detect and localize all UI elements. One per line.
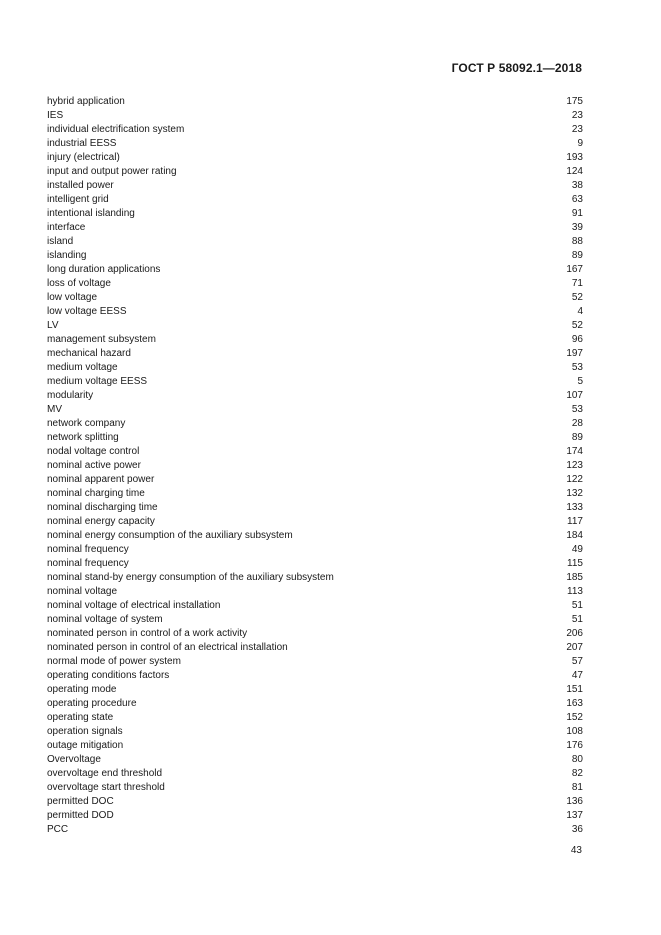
index-entry [47,123,583,137]
index-page-ref: 193 [566,152,583,163]
standard-designation: ГОСТ Р 58092.1—2018 [451,61,582,75]
index-term: intentional islanding [47,208,135,219]
index-entry [47,529,583,543]
index-term: operating mode [47,684,117,695]
index-entry [47,333,583,347]
index-page-ref: 185 [566,572,583,583]
index-term: interface [47,222,86,233]
index-term: medium voltage [47,362,118,373]
index-term: hybrid application [47,96,125,107]
index-entry [47,375,583,389]
index-entry [47,249,583,263]
index-entry [47,95,583,109]
index-page-ref: 81 [571,782,583,793]
index-term: low voltage [47,292,98,303]
index-entry [47,711,583,725]
index-entry [47,263,583,277]
index-page-ref: 53 [571,362,583,373]
index-page-ref: 23 [571,124,583,135]
index-term: outage mitigation [47,740,124,751]
index-entry [47,417,583,431]
index-term: nominal frequency [47,558,129,569]
index-page-ref: 122 [566,474,583,485]
index-entry [47,795,583,809]
index-term: island [47,236,74,247]
index-term: medium voltage EESS [47,376,148,387]
index-page-ref: 57 [571,656,583,667]
index-page-ref: 163 [566,698,583,709]
index-term: network company [47,418,126,429]
index-page-ref: 88 [571,236,583,247]
index-term: long duration applications [47,264,161,275]
index-page-ref: 91 [571,208,583,219]
index-term: industrial EESS [47,138,117,149]
index-page-ref: 206 [566,628,583,639]
index-page-ref: 63 [571,194,583,205]
index-term: permitted DOD [47,810,114,821]
index-term: loss of voltage [47,278,111,289]
index-entry [47,151,583,165]
index-page-ref: 174 [566,446,583,457]
index-entry [47,585,583,599]
index-term: nominated person in control of an electrical installation [47,642,288,653]
index-entry [47,487,583,501]
index-page-ref: 51 [571,600,583,611]
index-entry [47,193,583,207]
index-term: nominal stand-by energy consumption of the auxiliary subsystem [47,572,334,583]
index-page-ref: 53 [571,404,583,415]
index-page-ref: 124 [566,166,583,177]
index-entry [47,613,583,627]
index-term: nominal discharging time [47,502,158,513]
index-page-ref: 36 [571,824,583,835]
index-entry [47,767,583,781]
index-entry [47,221,583,235]
index-entry [47,431,583,445]
index-page-ref: 80 [571,754,583,765]
index-entry [47,557,583,571]
index-term: LV [47,320,59,331]
index-entry [47,445,583,459]
index-entry [47,305,583,319]
index-entry [47,389,583,403]
index-term: nominal apparent power [47,474,155,485]
index-entry [47,319,583,333]
index-term: MV [47,404,62,415]
index-page-ref: 152 [566,712,583,723]
index-entry [47,725,583,739]
index-term: nominal energy consumption of the auxiliary subsystem [47,530,293,541]
index-page-ref: 184 [566,530,583,541]
index-term: individual electrification system [47,124,185,135]
index-page-ref: 176 [566,740,583,751]
index-page-ref: 9 [577,138,583,149]
index-entry [47,781,583,795]
index-page-ref: 117 [567,516,583,527]
index-page-ref: 151 [566,684,583,695]
index-entry [47,655,583,669]
index-entry [47,403,583,417]
index-term: nominal charging time [47,488,145,499]
index-page-ref: 123 [566,460,583,471]
index-entry [47,599,583,613]
index-term: islanding [47,250,87,261]
index-page-ref: 136 [566,796,583,807]
index-term: low voltage EESS [47,306,127,317]
index-term: management subsystem [47,334,156,345]
index-page-ref: 47 [571,670,583,681]
index-page-ref: 132 [566,488,583,499]
index-page-ref: 38 [571,180,583,191]
alphabetical-index [47,95,583,837]
index-entry [47,641,583,655]
index-entry [47,515,583,529]
index-term: modularity [47,390,94,401]
index-entry [47,571,583,585]
index-page-ref: 113 [567,586,583,597]
index-entry [47,361,583,375]
index-page-ref: 4 [577,306,583,317]
index-term: nominal energy capacity [47,516,155,527]
index-page-ref: 51 [571,614,583,625]
index-page-ref: 89 [571,250,583,261]
index-entry [47,501,583,515]
index-page-ref: 107 [566,390,583,401]
index-term: PCC [47,824,69,835]
index-term: nominal voltage [47,586,118,597]
index-page-ref: 175 [566,96,583,107]
index-entry [47,809,583,823]
index-entry [47,823,583,837]
index-entry [47,137,583,151]
index-term: permitted DOC [47,796,114,807]
index-term: network splitting [47,432,119,443]
index-term: overvoltage end threshold [47,768,163,779]
index-entry [47,669,583,683]
index-term: overvoltage start threshold [47,782,165,793]
index-term: Overvoltage [47,754,101,765]
index-entry [47,235,583,249]
index-term: installed power [47,180,114,191]
index-entry [47,165,583,179]
index-page-ref: 82 [571,768,583,779]
index-page-ref: 89 [571,432,583,443]
index-page-ref: 49 [571,544,583,555]
index-entry [47,109,583,123]
index-term: operating conditions factors [47,670,170,681]
index-term: normal mode of power system [47,656,181,667]
index-entry [47,459,583,473]
index-page-ref: 108 [566,726,583,737]
index-entry [47,291,583,305]
index-term: input and output power rating [47,166,177,177]
index-page-ref: 197 [566,348,583,359]
index-page-ref: 115 [567,558,583,569]
index-entry [47,179,583,193]
index-term: nodal voltage control [47,446,140,457]
index-term: operating state [47,712,114,723]
index-term: mechanical hazard [47,348,131,359]
index-term: nominal voltage of system [47,614,163,625]
index-term: nominal voltage of electrical installation [47,600,221,611]
index-page-ref: 137 [566,810,583,821]
index-page-ref: 207 [566,642,583,653]
index-entry [47,697,583,711]
index-page-ref: 71 [571,278,583,289]
index-page-ref: 133 [566,502,583,513]
index-term: operating procedure [47,698,137,709]
index-entry [47,473,583,487]
index-entry [47,683,583,697]
index-entry [47,739,583,753]
index-page-ref: 28 [571,418,583,429]
index-page-ref: 5 [577,376,583,387]
index-page-ref: 52 [571,292,583,303]
index-term: IES [47,110,64,121]
index-entry [47,207,583,221]
index-page-ref: 23 [571,110,583,121]
index-page-ref: 39 [571,222,583,233]
index-page-ref: 167 [566,264,583,275]
index-term: intelligent grid [47,194,109,205]
index-term: operation signals [47,726,123,737]
index-term: nominated person in control of a work activity [47,628,248,639]
index-page-ref: 96 [571,334,583,345]
index-entry [47,753,583,767]
index-entry [47,627,583,641]
page-number: 43 [570,845,582,856]
index-entry [47,347,583,361]
index-entry [47,277,583,291]
index-entry [47,543,583,557]
index-term: nominal active power [47,460,141,471]
index-term: injury (electrical) [47,152,120,163]
index-page-ref: 52 [571,320,583,331]
index-term: nominal frequency [47,544,129,555]
